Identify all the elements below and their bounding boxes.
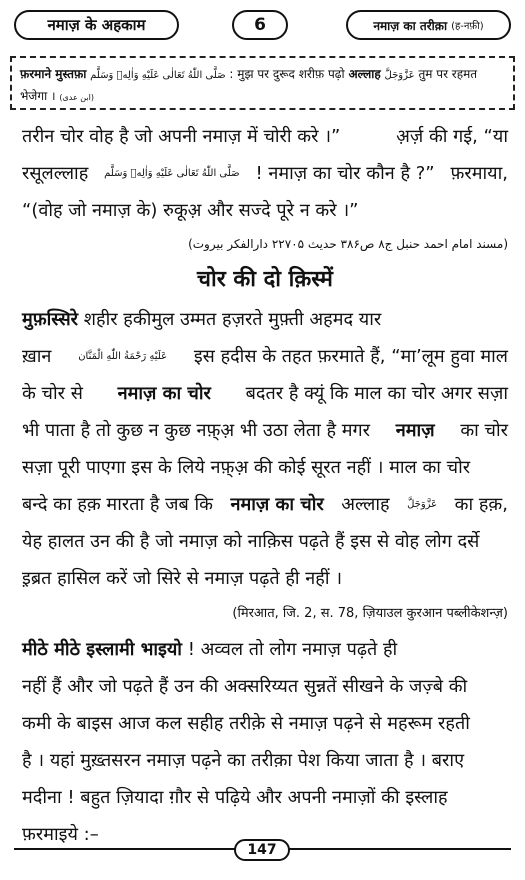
para2-l2-b: इस हदीस के तहत फ़रमाते हैं, “मा’लूम हुवा माल xyxy=(193,346,508,367)
para1-l2-a: रसूलल्लाह xyxy=(22,163,89,184)
chapter-title: नमाज़ का तरीक़ा xyxy=(373,18,448,33)
para2-l8: इ़ब्रत हासिल करें जो सिरे से नमाज़ पढ़ते ही नहीं । xyxy=(22,568,343,589)
page-header xyxy=(14,10,511,44)
para2-l6-d: का हक़, xyxy=(454,494,508,515)
para3-l5: मदीना ! बहुत ज़ियादा ग़ौर से पढ़िये और अपनी नमाज़ों की इस्लाह xyxy=(22,787,448,808)
para2-l3-c: बदतर है क्यूं कि माल का चोर अगर सज़ा xyxy=(245,383,508,404)
quote-text-c: भेजेगा । xyxy=(20,89,56,103)
para2-line2 xyxy=(22,338,508,375)
para2-l6-a: बन्दे का हक़ मारता है जब कि xyxy=(22,494,213,515)
para1-line3 xyxy=(22,192,508,229)
para3-line2 xyxy=(22,668,508,705)
para2-l3-a: के चोर से xyxy=(22,383,83,404)
para3-line4 xyxy=(22,742,508,779)
quote-source: फ़रमाने मुस्तफ़ा xyxy=(20,67,87,81)
para2-l4-c: का चोर xyxy=(460,420,508,441)
para2-l3-bold: नमाज़ का चोर xyxy=(117,383,211,404)
para2-l5: सज़ा पूरी पाएगा इस के लिये नफ़्अ़ की कोई सूरत नहीं । माल का चोर xyxy=(22,457,471,478)
quote-ref: (ابن عدی) xyxy=(59,93,94,102)
para3-l3: कमी के बाइस आज कल सहीह तरीक़े से नमाज़ पढ़ने से महरूम रहती xyxy=(22,713,470,734)
para2-l2-a: ख़ान xyxy=(22,346,52,367)
para3-line1 xyxy=(22,631,508,668)
chapter-page-pill xyxy=(232,10,288,40)
quote-salutation: صَلَّى اللّٰهُ تَعَالٰى عَلَيْهِ وَاٰلِهٖ وَسَلَّم xyxy=(90,70,226,81)
para2-l4-bold: नमाज़ xyxy=(395,420,435,441)
para2-l6-arabic: عَزَّوَجَلَّ xyxy=(407,499,438,510)
para2-l7: येह हालत उन की है जो नमाज़ को नाक़िस पढ़ते हैं इस से वोह लोग दर्से xyxy=(22,531,480,552)
para3-line5 xyxy=(22,779,508,816)
para3-l1: ! अव्वल तो लोग नमाज़ पढ़ते ही xyxy=(187,639,398,660)
quote-text-b: तुम पर रहमत xyxy=(418,67,478,81)
para1-l1-b: अ़र्ज़ की गई, “या xyxy=(396,126,508,147)
quote-text-a: : मुझ पर दुरूद शरीफ़ पढ़ो xyxy=(229,67,345,81)
page-number-pill xyxy=(234,839,290,861)
para3-l1-bold: मीठे मीठे इस्लामी भाइयो xyxy=(22,639,182,660)
para1-l2-b: ! नमाज़ का चोर कौन है ?” xyxy=(255,163,435,184)
quote-azza: عَزَّوَجَلَّ xyxy=(384,70,415,81)
para2-l6-bold: नमाज़ का चोर xyxy=(230,494,324,515)
page-body xyxy=(22,118,508,853)
para3-l4: है । यहां मुख़्तसरन नमाज़ पढ़ने का तरीक़ा पेश किया जाता है । बराए xyxy=(22,750,465,771)
para2-l6-c: अल्लाह xyxy=(341,494,390,515)
para1-l1-a: तरीन चोर वोह है जो अपनी नमाज़ में चोरी करे ।” xyxy=(22,126,341,147)
para2-line1 xyxy=(22,301,508,338)
para2-line6 xyxy=(22,486,508,523)
para2-l1: शहीर हकीमुल उम्मत हज़रते मुफ़्ती अहमद यार xyxy=(83,309,382,330)
hadith-quote-box xyxy=(10,56,515,110)
para2-line8 xyxy=(22,560,508,597)
para2-line4 xyxy=(22,412,508,449)
para2-l2-arabic: عَلَيْهِ رَحْمَةُ اللّٰهِ الْمَنَّان xyxy=(78,351,168,362)
para3-l2: नहीं हैं और जो पढ़ते हैं उन की अक्सरिय्यत सुन्नतें सीखने के जज़्बे की xyxy=(22,676,468,697)
para2-line5 xyxy=(22,449,508,486)
chapter-subtitle: (ह-नफ़ी) xyxy=(451,21,484,32)
chapter-page-number: 6 xyxy=(254,15,266,35)
para1-line2 xyxy=(22,155,508,192)
para1-l2-salutation: صَلَّى اللّٰهُ تَعَالٰى عَلَيْهِ وَاٰلِهٖ وَسَلَّم xyxy=(104,168,240,179)
chapter-title-pill xyxy=(346,10,511,40)
para3-line3 xyxy=(22,705,508,742)
para1-line1 xyxy=(22,118,508,155)
page-number: 147 xyxy=(247,842,277,858)
book-title: नमाज़ के अहकाम xyxy=(47,16,146,34)
quote-allah: अल्लाह xyxy=(348,67,381,81)
mirat-reference: (मिरआत, जि. 2, स. 78, ज़ियाउल कुरआन पब्लीकेशन्ज़) xyxy=(232,606,508,621)
para3-l6: फ़रमाइये :– xyxy=(22,824,99,845)
para2-line7 xyxy=(22,523,508,560)
book-title-pill xyxy=(14,10,179,40)
para2-line3 xyxy=(22,375,508,412)
para1-l2-c: फ़रमाया, xyxy=(450,163,508,184)
para2-l4-a: भी पाता है तो कुछ न कुछ नफ़्अ़ भी उठा लेता है मगर xyxy=(22,420,371,441)
para2-l1-bold: मुफ़स्सिरे xyxy=(22,309,79,330)
para1-l3: “(वोह जो नमाज़ के) रुकूअ़ और सज्दे पूरे न करे ।” xyxy=(22,200,359,221)
section-heading: चोर की दो क़िस्में xyxy=(197,267,333,292)
hadith-reference: (مسند امام احمد حنبل ج۸ ص۳۸۶ حدیث ۲۲۷۰۵ دارالفکر بیروت) xyxy=(188,237,508,251)
